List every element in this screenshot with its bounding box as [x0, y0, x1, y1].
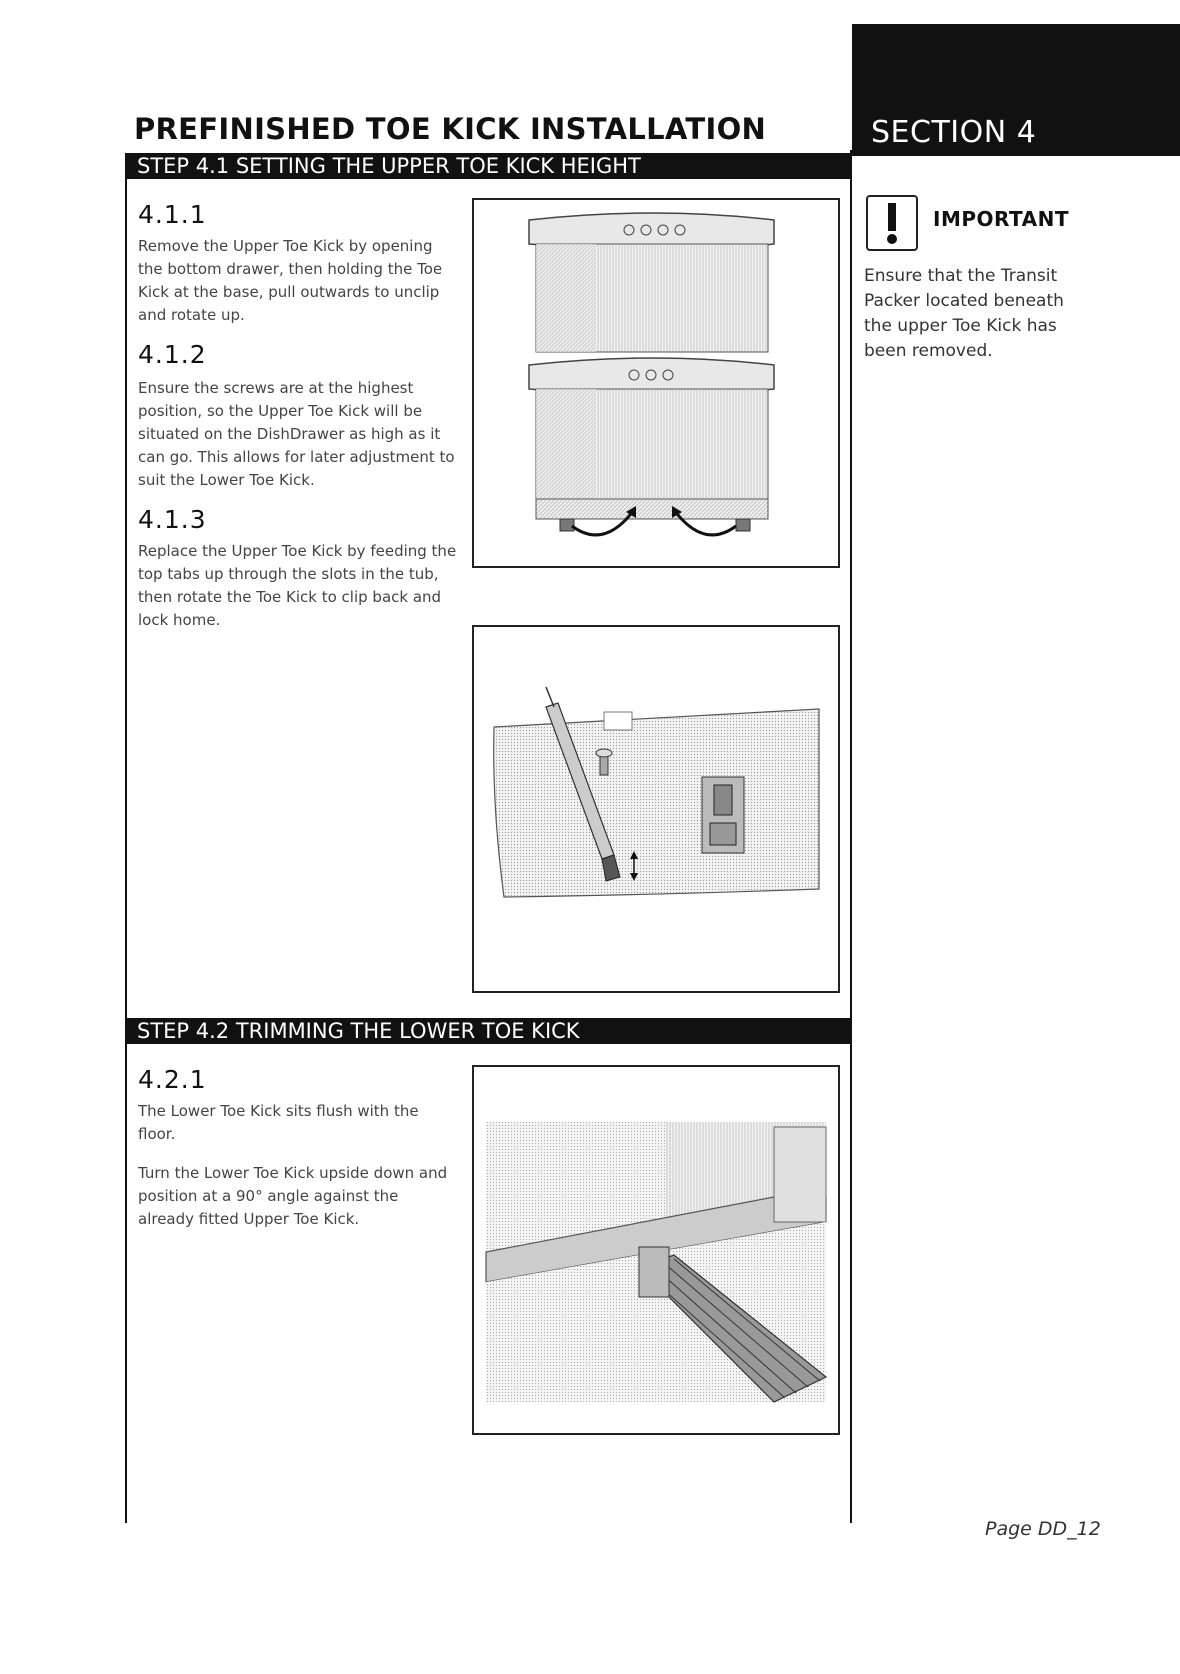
important-heading: IMPORTANT [933, 207, 1069, 231]
section-label: SECTION 4 [871, 115, 1037, 150]
exclamation-glyph [868, 197, 916, 249]
text-4-1-2: Ensure the screws are at the highest position, so the Upper Toe Kick will be situated on the DishDrawer as high as it can go. This allows for later adjustment to suit the Lower Toe Kick. [138, 379, 455, 489]
dishdrawer-illustration [474, 200, 838, 566]
page-title: PREFINISHED TOE KICK INSTALLATION [134, 112, 767, 146]
heading-4-2-1: 4.2.1 [138, 1065, 207, 1094]
page-number: Page DD_12 [985, 1518, 1101, 1540]
important-text: Ensure that the Transit Packer located beneath the upper Toe Kick has been removed. [864, 266, 1064, 361]
text-4-1-3: Replace the Upper Toe Kick by feeding the top tabs up through the slots in the tub, then rotate the Toe Kick to clip back and lock home. [138, 542, 457, 629]
text-4-1-1: Remove the Upper Toe Kick by opening the bottom drawer, then holding the Toe Kick at the base, pull outwards to unclip and rotate up. [138, 237, 443, 324]
step-4-2-bar: STEP 4.2 TRIMMING THE LOWER TOE KICK [125, 1018, 852, 1044]
figure-lower-toe-kick [472, 1065, 840, 1435]
text-4-2-1-b: Turn the Lower Toe Kick upside down and position at a 90° angle against the already fitted Upper Toe Kick. [138, 1164, 448, 1228]
heading-4-1-2: 4.1.2 [138, 340, 207, 369]
screwdriver-illustration [474, 627, 838, 991]
heading-4-1-3: 4.1.3 [138, 505, 207, 534]
figure-screw-adjustment [472, 625, 840, 993]
left-rule [125, 178, 127, 1523]
step-4-1-bar: STEP 4.1 SETTING THE UPPER TOE KICK HEIGHT [125, 153, 852, 179]
exclamation-icon [866, 195, 918, 251]
toe-kick-illustration [474, 1067, 838, 1433]
figure-dishdrawer [472, 198, 840, 568]
heading-4-1-1: 4.1.1 [138, 200, 207, 229]
right-rule [850, 150, 852, 1523]
text-4-2-1: The Lower Toe Kick sits flush with the floor. [138, 1102, 419, 1143]
